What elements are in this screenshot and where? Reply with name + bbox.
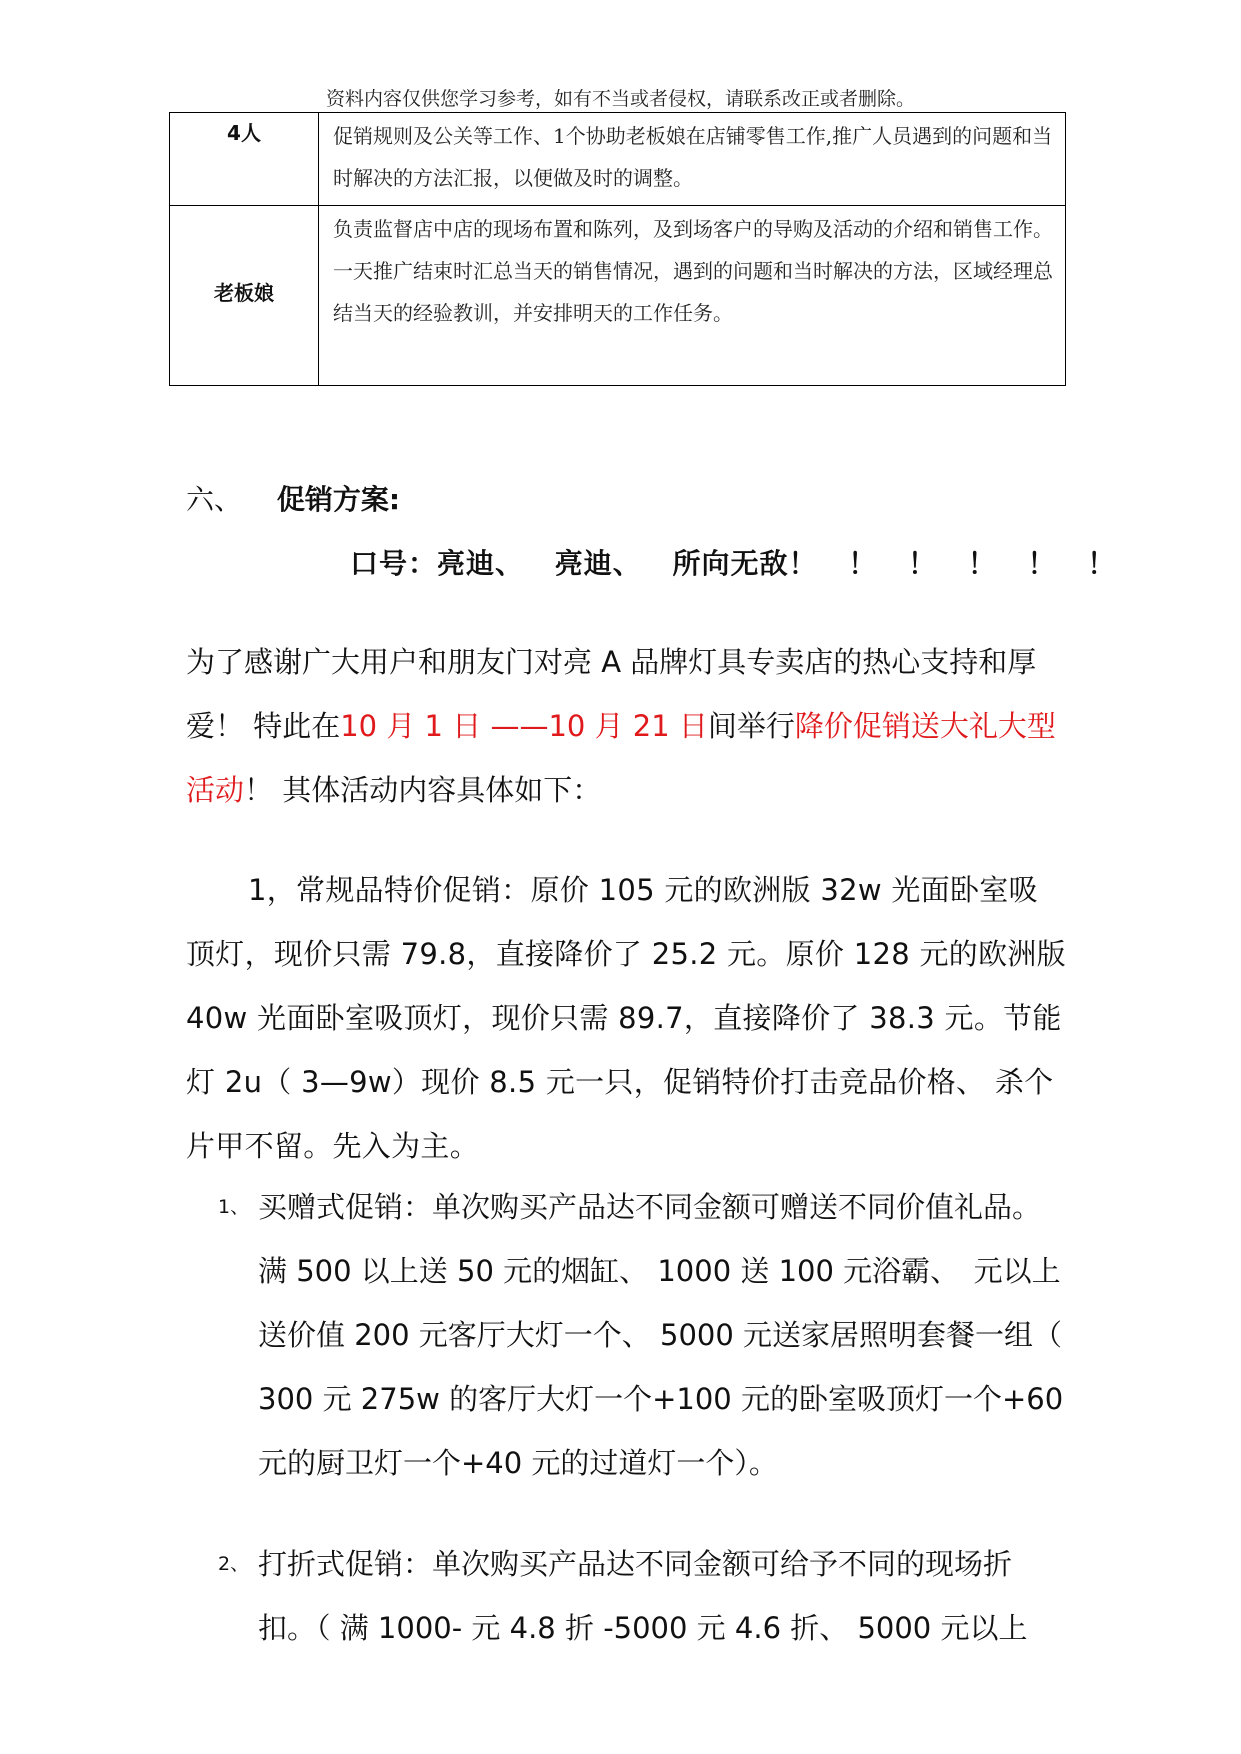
intro-text: 为了感谢广大用户和朋友门对亮 A 品牌灯具专卖店的热心支持和厚爱！ 特此在 <box>186 645 1037 743</box>
list-item-text: 买赠式促销：单次购买产品达不同金额可赠送不同价值礼品。满 500 以上送 50 元的烟缸、 1000 送 100 元浴霸、 元以上送价值 200 元客厅大灯一个、 5000 元送家居照明套餐一组（ 300 元 275w 的客厅大灯一个+100 元的卧室吸顶灯一个+60 元的厨卫灯一个+40 元的过道灯一个）。 <box>258 1190 1064 1480</box>
slogan: 口号：亮迪、 亮迪、 所向无敌！ ！ ！ ！ ！ ！ <box>350 547 1117 580</box>
role-cell: 老板娘 <box>170 206 319 386</box>
list-item-text: 打折式促销：单次购买产品达不同金额可给予不同的现场折扣。（ 满 1000- 元 4.8 折 -5000 元 4.6 折、 5000 元以上 <box>258 1547 1028 1645</box>
list-marker: 2、 <box>218 1553 250 1575</box>
intro-text: 间举行 <box>707 709 795 743</box>
list-marker: 1、 <box>218 1196 250 1218</box>
table-row <box>170 113 1066 206</box>
list-item <box>186 1532 1066 1660</box>
intro-paragraph <box>186 630 1066 822</box>
table-row <box>170 206 1066 386</box>
intro-text: ！ 其体活动内容具体如下： <box>244 773 602 807</box>
role-description-cell: 促销规则及公关等工作、1个协助老板娘在店铺零售工作,推广人员遇到的问题和当时解决的方法汇报，以便做及时的调整。 <box>319 113 1066 206</box>
roles-table <box>169 112 1066 386</box>
section-title: 促销方案: <box>276 483 401 516</box>
section-heading <box>186 478 400 518</box>
regular-promo-paragraph: 1，常规品特价促销：原价 105 元的欧洲版 32w 光面卧室吸顶灯，现价只需 79.8，直接降价了 25.2 元。原价 128 元的欧洲版 40w 光面卧室吸顶灯，现价只需 89.7，直接降价了 38.3 元。节能灯 2u（ 3—9w）现价 8.5 元一只，促销特价打击竞品价格、 杀个片甲不留。先入为主。 <box>186 873 1066 1163</box>
date-range: 10 月 1 日 ——10 月 21 日 <box>340 709 708 743</box>
header-disclaimer: 资料内容仅供您学习参考，如有不当或者侵权，请联系改正或者删除。 <box>325 88 915 110</box>
event-name: 降价促销送大礼大型活动 <box>186 709 1056 807</box>
list-item <box>186 1175 1066 1495</box>
role-description-cell: 负责监督店中店的现场布置和陈列，及到场客户的导购及活动的介绍和销售工作。一天推广结束时汇总当天的销售情况，遇到的问题和当时解决的方法，区域经理总结当天的经验教训，并安排明天的工作任务。 <box>319 206 1066 386</box>
section-number: 六、 <box>186 483 243 516</box>
role-cell: 4人 <box>170 113 319 206</box>
